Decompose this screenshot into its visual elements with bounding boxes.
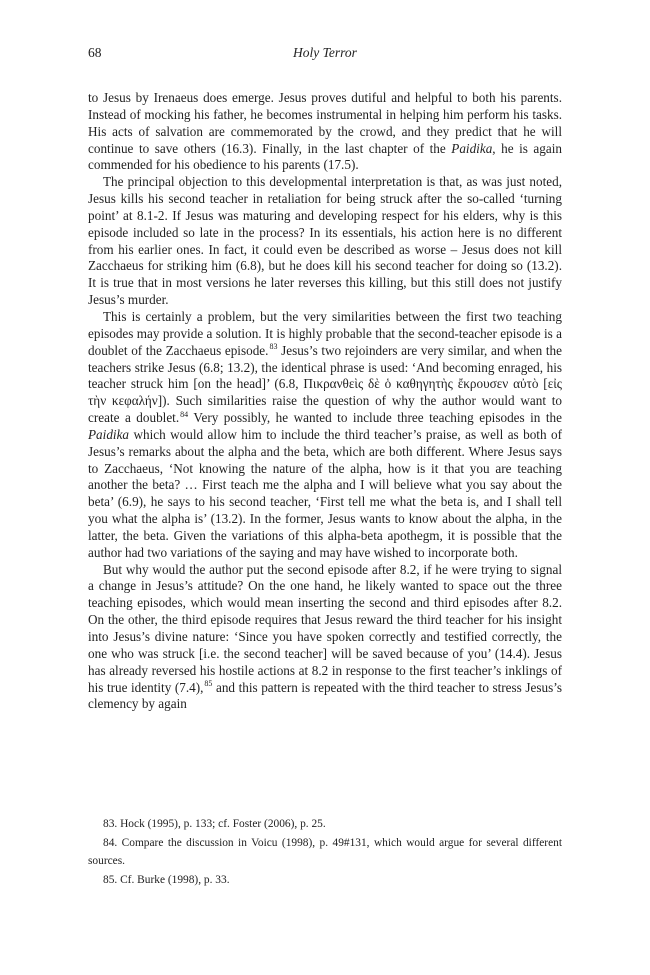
paragraph-1-text-b: , he is again commended for his obedience to his parents (17.5). xyxy=(88,140,562,173)
paragraph-1 xyxy=(88,90,562,174)
paragraph-3-text-a: This is certainly a problem, but the very similarities between the first two teaching episodes may provide a solution. It is highly probable that the second-teacher episode is a doublet of the Zacchaeus episode. xyxy=(88,308,562,358)
running-title: Holy Terror xyxy=(293,45,357,60)
paidika-title-italic: Paidika xyxy=(451,140,493,156)
footnote-ref-83[interactable]: 83 xyxy=(269,342,278,352)
page-number: 68 xyxy=(88,45,102,60)
footnote-83: 83. Hock (1995), p. 133; cf. Foster (2006), p. 25. xyxy=(103,818,326,830)
footnotes xyxy=(88,815,562,889)
paragraph-4-text-a: But why would the author put the second episode after 8.2, if he were trying to signal a change in Jesus’s attitude? On the one hand, he likely wanted to space out the three teaching episodes, which would mean inserting the second and third episodes after 8.2. On the other, the third episode requires that Jesus reward the third teacher for his insight into Jesus’s divine nature: ‘Since you have spoken correctly and testified correctly, the one who was struck [i.e. the second teacher] will be saved because of you’ (14.4). Jesus has already reversed his hostile actions at 8.2 in response to the first teacher’s inklings of his true identity (7.4), xyxy=(88,561,562,695)
paragraph-2: The principal objection to this developmental interpretation is that, as was just noted, Jesus kills his second teacher in retaliation for being struck after the so-called ‘turning point’ at 8.1-2. If Jesus was maturing and developing respect for his elders, why is this episode included so late in the process? In its essentials, his action here is no different from his earlier ones. In fact, it could even be described as worse – Jesus does not kill Zacchaeus for striking him (6.8), but he does kill his second teacher for doing so (13.2). It is true that in most versions he later reverses this killing, but this still does not justify Jesus’s murder. xyxy=(88,174,562,308)
paragraph-3-text-d: which would allow him to include the third teacher’s praise, as well as both of Jesus’s remarks about the alpha and the beta, which are both different. Where Jesus says to Zacchaeus, ‘Not knowing the nature of the alpha, how is it that you are teaching another the beta? … First teach me the alpha and I will believe what you say about the beta’ (6.9), he says to his second teacher, ‘First tell me what the beta is, and I shall tell you what the alpha is’ (13.2). In the former, Jesus wants to know about the alpha, in the latter, the beta. Given the variations of this alpha-beta apothegm, it is possible that the author had two variations of the saying and may have wished to incorporate both. xyxy=(88,426,562,560)
running-header xyxy=(88,45,562,63)
paidika-title-italic: Paidika xyxy=(88,426,130,442)
footnote-ref-85[interactable]: 85 xyxy=(204,679,213,689)
paragraph-1-text-a: to Jesus by Irenaeus does emerge. Jesus proves dutiful and helpful to both his parents. Instead of mocking his father, he becomes instrumental in helping him perform his tasks. His acts of salvation are commemorated by the crowd, and they predict that he will continue to save others (16.3). Finally, in the last chapter of the xyxy=(88,90,562,156)
paragraph-4-text-b: and this pattern is repeated with the third teacher to stress Jesus’s clemency by again xyxy=(88,679,562,712)
body-text xyxy=(88,90,562,713)
footnote-ref-84[interactable]: 84 xyxy=(180,409,189,419)
paragraph-3-text-c: Very possibly, he wanted to include three teaching episodes in the xyxy=(188,410,562,426)
paragraph-3-text-b: Jesus’s two rejoinders are very similar, and when the teachers strike Jesus (6.8; 13.2), the identical phrase is used: ‘And becoming enraged, his teacher struck him [on the head]’ (6.8, Πικρανθεὶς δὲ ὁ καθηγητὴς ἔκρουσεν αὐτὸ [εἰς τὴν κεφαλήν]). Such similarities raise the question of why the author would want to create a doublet. xyxy=(88,342,562,426)
footnote-85: 85. Cf. Burke (1998), p. 33. xyxy=(103,873,230,886)
paragraph-4 xyxy=(88,562,562,714)
paragraph-3 xyxy=(88,309,562,562)
footnote-84: 84. Compare the discussion in Voicu (1998), p. 49#131, which would argue for several different sources. xyxy=(88,836,562,867)
